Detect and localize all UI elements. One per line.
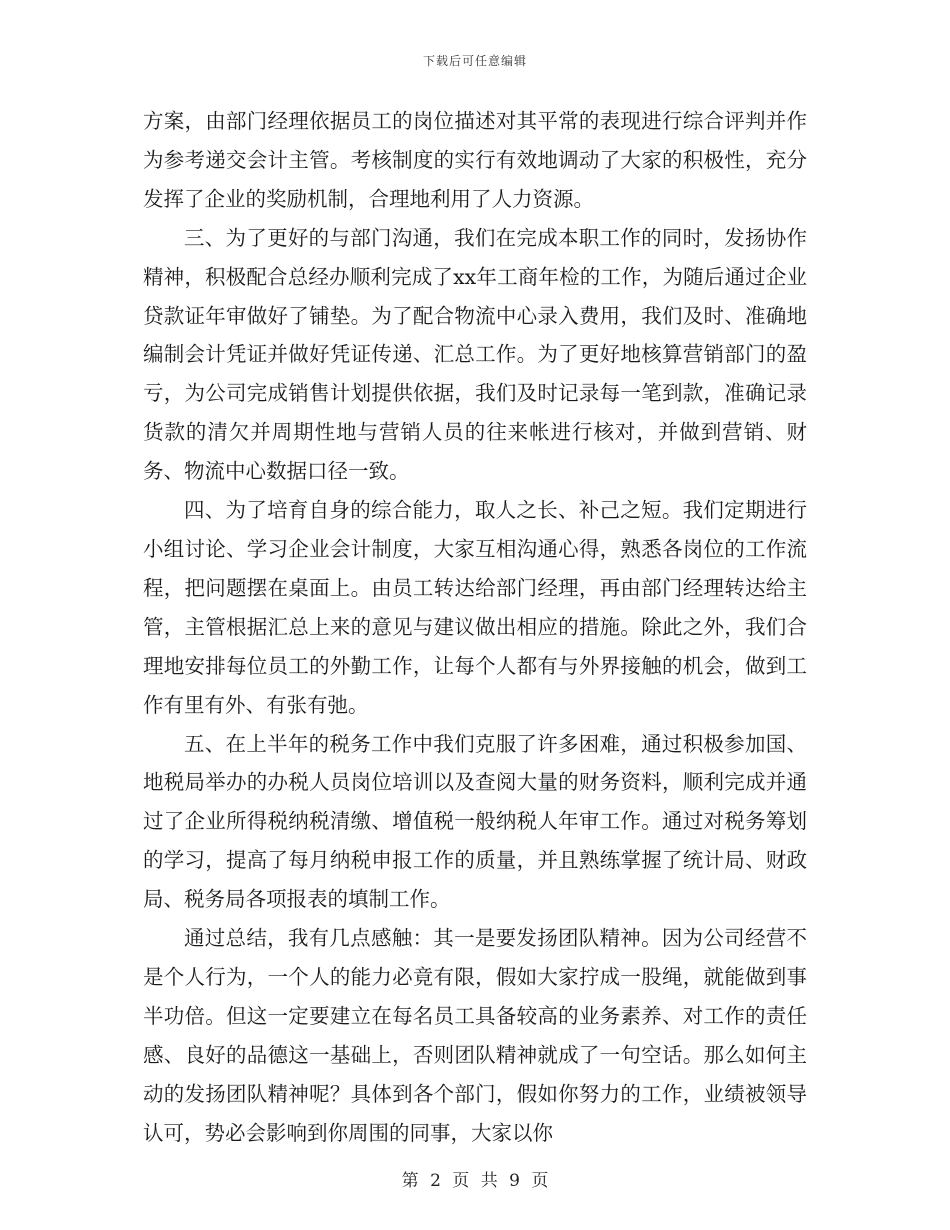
document-body (143, 102, 807, 1152)
paragraph-section-five: 五、在上半年的税务工作中我们克服了许多困难，通过积极参加国、地税局举办的办税人员岗位培训以及查阅大量的财务资料，顺利完成并通过了企业所得税纳税清缴、增值税一般纳税人年审工作。通过对税务筹划的学习，提高了每月纳税申报工作的质量，并且熟练掌握了统计局、财政局、税务局各项报表的填制工作。 (143, 731, 807, 912)
paragraph-summary: 通过总结，我有几点感触：其一是要发扬团队精神。因为公司经营不是个人行为，一个人的能力必竟有限，假如大家拧成一股绳，就能做到事半功倍。但这一定要建立在每名员工具备较高的业务素养、对工作的责任感、良好的品德这一基础上，否则团队精神就成了一句空话。那么如何主动的发扬团队精神呢？具体到各个部门，假如你努力的工作，业绩被领导认可，势必会影响到你周围的同事，大家以你 (143, 926, 807, 1145)
paragraph-section-four: 四、为了培育自身的综合能力，取人之长、补己之短。我们定期进行小组讨论、学习企业会计制度，大家互相沟通心得，熟悉各岗位的工作流程，把问题摆在桌面上。由员工转达给部门经理，再由部门经理转达给主管，主管根据汇总上来的意见与建议做出相应的措施。除此之外，我们合理地安排每位员工的外勤工作，让每个人都有与外界接触的机会，做到工作有里有外、有张有弛。 (143, 498, 807, 717)
page-header: 下载后可任意编辑 (422, 54, 527, 68)
page-footer: 第 2 页 共 9 页 (401, 1171, 549, 1191)
paragraph-section-three: 三、为了更好的与部门沟通，我们在完成本职工作的同时，发扬协作精神，积极配合总经办顺利完成了xx年工商年检的工作，为随后通过企业贷款证年审做好了铺垫。为了配合物流中心录入费用，我们及时、准确地编制会计凭证并做好凭证传递、汇总工作。为了更好地核算营销部门的盈亏，为公司完成销售计划提供依据，我们及时记录每一笔到款，准确记录货款的清欠并周期性地与营销人员的往来帐进行核对，并做到营销、财务、物流中心数据口径一致。 (143, 225, 807, 484)
paragraph-continuation: 方案，由部门经理依据员工的岗位描述对其平常的表现进行综合评判并作为参考递交会计主管。考核制度的实行有效地调动了大家的积极性，充分发挥了企业的奖励机制，合理地利用了人力资源。 (143, 109, 807, 211)
